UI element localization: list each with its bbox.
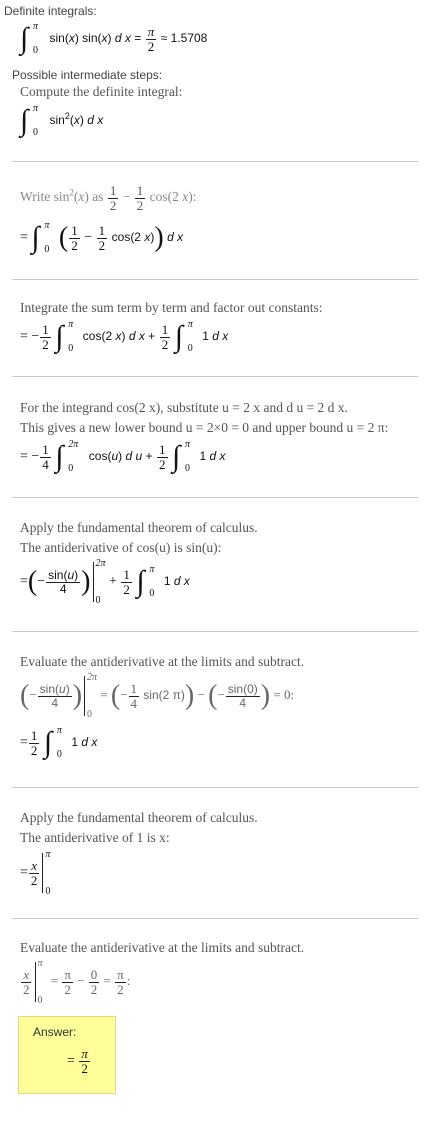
step-7-text-1: Apply the fundamental theorem of calculus.: [20, 810, 258, 825]
answer-label: Answer:: [33, 1025, 77, 1039]
step-3-text: Integrate the sum term by term and factor out constants:: [20, 300, 323, 315]
divider: [12, 161, 418, 162]
step-7-text-2: The antiderivative of 1 is x:: [20, 830, 170, 845]
divider: [12, 279, 418, 280]
section-title: Definite integrals:: [4, 4, 97, 18]
divider: [12, 918, 418, 919]
step-5-text-1: Apply the fundamental theorem of calculus.: [20, 520, 258, 535]
step-1-text: Compute the definite integral:: [20, 84, 183, 99]
step-6-math: = $\frac{1}{2}$ ∫ π 0 1 d x: [20, 725, 98, 760]
step-4-math: = − $\frac{1}{4}$ ∫ 2π 0 cos(u) d u + $\frac{1}{2}$ ∫ π 0 1 d x: [20, 439, 226, 474]
step-4-text-2: This gives a new lower bound u = 2×0 = 0 and upper bound u = 2 π:: [20, 420, 389, 435]
divider: [12, 631, 418, 632]
main-equation: ∫ π 0 sin(x) sin(x) d x = $\frac{\pi}{2}$ ≈ 1.5708: [20, 21, 208, 56]
divider: [12, 376, 418, 377]
step-8-text: Evaluate the antiderivative at the limits and subtract.: [20, 940, 305, 955]
step-3-math: = − $\frac{1}{2}$ ∫ π 0 cos(2 x) d x + $\frac{1}{2}$ ∫ π 0 1 d x: [20, 319, 229, 354]
divider: [12, 497, 418, 498]
intermediate-steps-label: Possible intermediate steps:: [12, 68, 163, 82]
step-4-text-1: For the integrand cos(2 x), substitute u = 2 x and d u = 2 d x.: [20, 400, 348, 415]
step-5-text-2: The antiderivative of cos(u) is sin(u):: [20, 540, 222, 555]
answer-box: [18, 1016, 116, 1094]
step-6-math-gray: (− $\frac{\sin(u)}{4}$ ) 2π 0 = (− $\frac{1}{4}$ sin(2 π)) − (− $\frac{\sin(0)}{4}$ ) = 0:: [20, 672, 295, 720]
step-2-text: Write $\sin^2(x)$ as $\frac{1}{2}$ − $\frac{1}{2}$ cos(2 x):: [20, 183, 197, 213]
step-6-text: Evaluate the antiderivative at the limits and subtract.: [20, 654, 305, 669]
step-8-math: $\frac{x}{2}$ π 0 = $\frac{\pi}{2}$ − $\frac{0}{2}$ = $\frac{\pi}{2}$ :: [23, 958, 131, 1006]
step-1-math: ∫ π 0 $\sin^2(x)$ d x: [20, 103, 104, 138]
step-2-math: = ∫ π 0 ( $\frac{1}{2}$ − $\frac{1}{2}$ cos(2 x)) d x: [20, 220, 184, 255]
divider: [12, 787, 418, 788]
step-7-math: = $\frac{x}{2}$ π 0: [20, 853, 55, 893]
answer-value: = $\frac{\pi}{2}$: [67, 1046, 88, 1076]
step-5-math: =(− $\frac{\sin(u)}{4}$ ) 2π 0 + $\frac{1}{2}$ ∫ π 0 1 d x: [20, 558, 190, 606]
